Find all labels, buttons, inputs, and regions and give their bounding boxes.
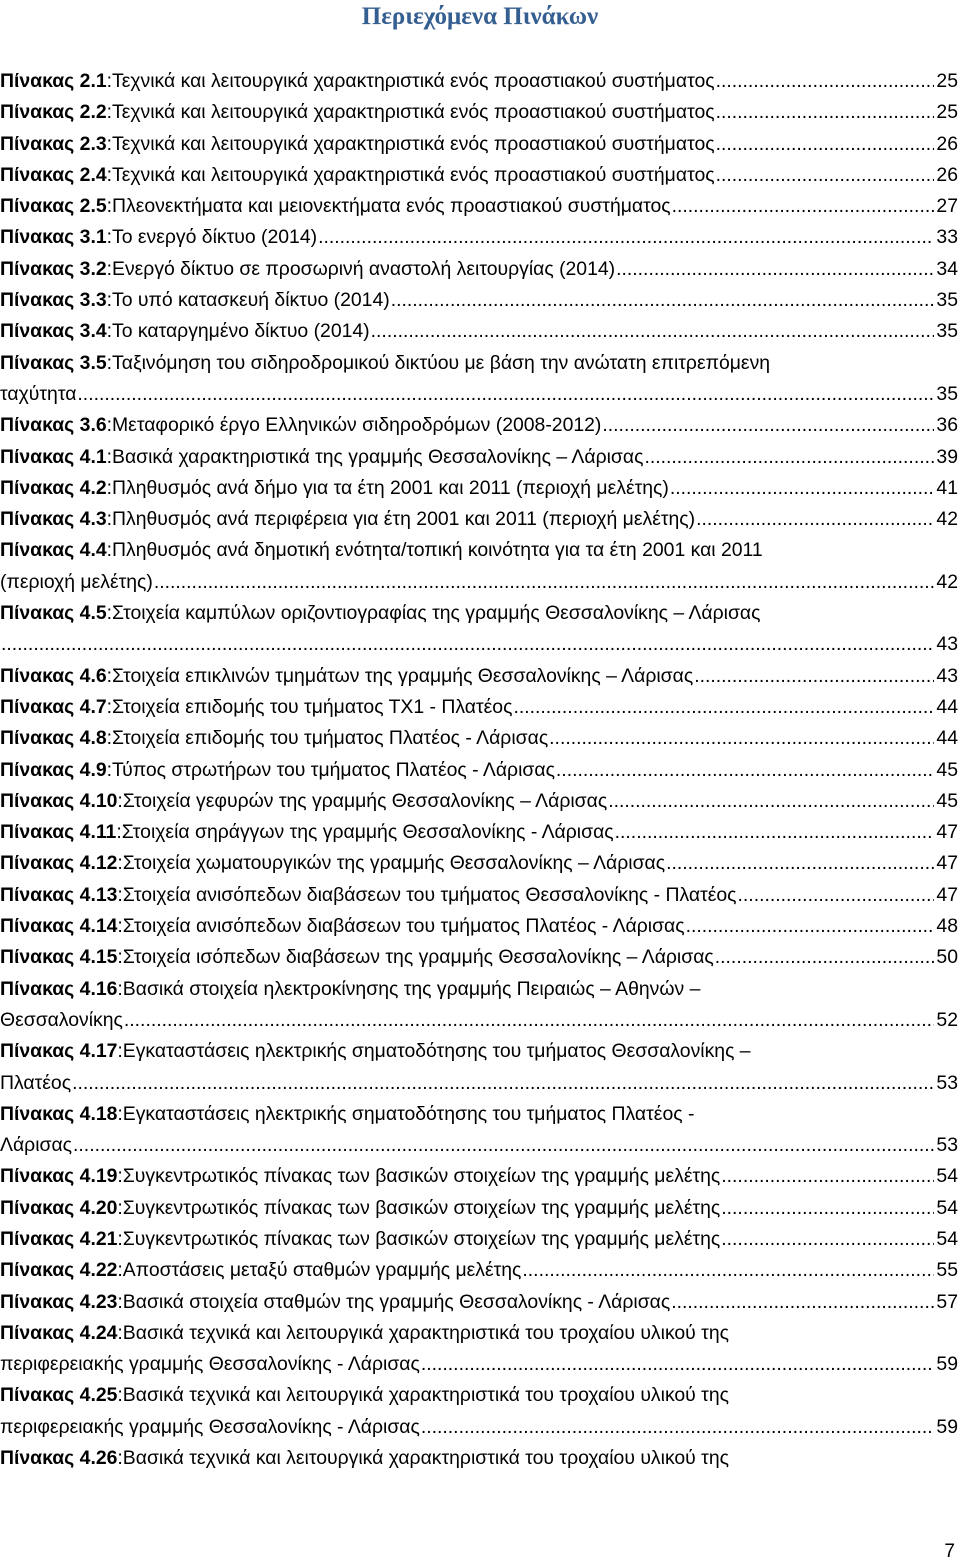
toc-entry-label: Πίνακας 4.26 (0, 1447, 118, 1470)
toc-entry-title: Τεχνικά και λειτουργικά χαρακτηριστικά ενός προαστιακού συστήματος (112, 132, 715, 155)
toc-entry-title: Συγκεντρωτικός πίνακας των βασικών στοιχείων της γραμμής μελέτης (122, 1227, 721, 1250)
toc-entry-page: 35 (936, 320, 958, 343)
toc-entry-separator: : (117, 915, 123, 938)
toc-entry-page: 35 (936, 382, 958, 405)
toc-entry-title: Πληθυσμός ανά δήμο για τα έτη 2001 και 2011 (περιοχή μελέτης) (112, 476, 669, 499)
dot-leader (154, 567, 935, 598)
dot-leader (696, 504, 934, 535)
toc-entry-title: Συγκεντρωτικός πίνακας των βασικών στοιχείων της γραμμής μελέτης (122, 1165, 721, 1188)
toc-entry-line (0, 160, 958, 191)
toc-entry-title: Στοιχεία σηράγγων της γραμμής Θεσσαλονίκης - Λάρισας (121, 821, 614, 844)
dot-leader (671, 1287, 934, 1318)
toc-entry-title: Στοιχεία γεφυρών της γραμμής Θεσσαλονίκης – Λάρισας (122, 789, 608, 812)
toc-entry-page: 39 (936, 445, 958, 468)
toc-entry-label: Πίνακας 4.10 (0, 789, 118, 812)
toc-entry-page: 27 (936, 195, 958, 218)
toc-entry-label: Πίνακας 4.23 (0, 1290, 118, 1313)
dot-leader (721, 1224, 934, 1255)
dot-leader (686, 911, 935, 942)
toc-entry-title: Τεχνικά και λειτουργικά χαρακτηριστικά ενός προαστιακού συστήματος (112, 101, 715, 124)
toc-entry-page: 45 (936, 758, 958, 781)
toc-entry-line (0, 1224, 958, 1255)
toc-entry-separator: : (117, 1165, 123, 1188)
toc-entry-title: Στοιχεία ανισόπεδων διαβάσεων του τμήματος Θεσσαλονίκης - Πλατέος (122, 883, 737, 906)
toc-entry-title: Τύπος στρωτήρων του τμήματος Πλατέος - Λάρισας (112, 758, 555, 781)
dot-leader (670, 473, 935, 504)
toc-entry-title: Βασικά χαρακτηριστικά της γραμμής Θεσσαλονίκης – Λάρισας (112, 445, 644, 468)
toc-entry[interactable] (0, 1318, 958, 1381)
toc-entry-separator: : (106, 414, 113, 437)
toc-entry-label: Πίνακας 4.6 (0, 664, 107, 687)
toc-entry-label: Πίνακας 3.6 (0, 414, 107, 437)
toc-entry-title: Στοιχεία ισόπεδων διαβάσεων της γραμμής Θεσσαλονίκης – Λάρισας (122, 946, 714, 969)
dot-leader (716, 97, 935, 128)
toc-entry-page: 50 (936, 946, 958, 969)
toc-entry-label: Πίνακας 4.22 (0, 1259, 118, 1282)
toc-entry-label: Πίνακας 4.14 (0, 915, 118, 938)
toc-entry-line (0, 567, 958, 598)
toc-entry-label: Πίνακας 4.4 (0, 539, 107, 562)
toc-entry[interactable] (0, 1255, 958, 1286)
toc-entry-label: Πίνακας 3.3 (0, 289, 107, 312)
toc-entry-line (0, 598, 958, 629)
toc-entry[interactable] (0, 348, 958, 411)
toc-entry-title: περιφερειακής γραμμής Θεσσαλονίκης - Λάρισας (0, 1415, 420, 1438)
toc-entry[interactable] (0, 786, 958, 817)
dot-leader (77, 379, 934, 410)
toc-entry[interactable] (0, 535, 958, 598)
toc-entry-separator: : (106, 132, 113, 155)
toc-entry-title: Μεταφορικό έργο Ελληνικών σιδηροδρόμων (2008-2012) (112, 414, 602, 437)
toc-entry-line (0, 692, 958, 723)
toc-entry-line (0, 942, 958, 973)
toc-entry-title: Στοιχεία ανισόπεδων διαβάσεων του τμήματος Πλατέος - Λάρισας (122, 915, 685, 938)
dot-leader (738, 880, 935, 911)
toc-entry-title: (περιοχή μελέτης) (0, 570, 153, 593)
toc-entry-separator: : (117, 946, 123, 969)
toc-entry-label: Πίνακας 3.1 (0, 226, 107, 249)
toc-entry-line (0, 1412, 958, 1443)
toc-entry-title: Θεσσαλονίκης (0, 1008, 123, 1031)
toc-entry-line (0, 974, 958, 1005)
dot-leader (513, 692, 934, 723)
toc-entry-separator: : (106, 539, 113, 562)
dot-leader (73, 1130, 934, 1161)
toc-entry-separator: : (117, 883, 123, 906)
dot-leader (371, 316, 935, 347)
toc-entry-title: περιφερειακής γραμμής Θεσσαλονίκης - Λάρισας (0, 1353, 420, 1376)
toc-entry-line (0, 504, 958, 535)
toc-entry[interactable] (0, 316, 958, 347)
toc-entry-line (0, 129, 958, 160)
toc-entry-line (0, 535, 958, 566)
dot-leader (556, 755, 935, 786)
toc-entry[interactable] (0, 97, 958, 128)
dot-leader (421, 1412, 935, 1443)
toc-entry-line (0, 1036, 958, 1067)
toc-entry-page: 25 (936, 101, 958, 124)
toc-entry-label: Πίνακας 4.25 (0, 1384, 118, 1407)
toc-entry-page: 41 (936, 476, 958, 499)
toc-entry-line (0, 1099, 958, 1130)
toc-entry-title: Βασικά τεχνικά και λειτουργικά χαρακτηριστικά του τροχαίου υλικού της (122, 1447, 729, 1470)
toc-entry-line (0, 254, 958, 285)
toc-entry-label: Πίνακας 4.5 (0, 602, 107, 625)
toc-entry-page: 57 (936, 1290, 958, 1313)
toc-entry-separator: : (106, 758, 113, 781)
toc-entry-line (0, 285, 958, 316)
toc-entry-line (0, 1005, 958, 1036)
toc-entry-line (0, 723, 958, 754)
page-number: 7 (944, 1541, 955, 1562)
toc-entry-label: Πίνακας 4.17 (0, 1040, 118, 1063)
toc-entry-page: 36 (936, 414, 958, 437)
toc-entry-page: 47 (936, 821, 958, 844)
toc-entry-label: Πίνακας 4.9 (0, 758, 107, 781)
toc-entry-label: Πίνακας 4.20 (0, 1196, 118, 1219)
toc-entry-label: Πίνακας 4.19 (0, 1165, 118, 1188)
dot-leader (124, 1005, 935, 1036)
toc-entry-page: 48 (936, 915, 958, 938)
toc-entry-page: 43 (936, 633, 958, 656)
toc-entry-line (0, 817, 958, 848)
dot-leader (721, 1193, 934, 1224)
toc-entry-title: Βασικά τεχνικά και λειτουργικά χαρακτηριστικά του τροχαίου υλικού της (122, 1321, 729, 1344)
toc-entry-page: 53 (936, 1071, 958, 1094)
toc-entry[interactable] (0, 129, 958, 160)
toc-entry-label: Πίνακας 3.4 (0, 320, 107, 343)
toc-entry-title: Στοιχεία επικλινών τμημάτων της γραμμής Θεσσαλονίκης – Λάρισας (112, 664, 694, 687)
toc-entry-title: Λάρισας (0, 1134, 73, 1157)
toc-entry-separator: : (106, 602, 113, 625)
toc-entry-line (0, 911, 958, 942)
toc-entry-line (0, 222, 958, 253)
toc-entry-separator: : (106, 70, 113, 92)
toc-entry-line (0, 473, 958, 504)
toc-entry-title: Το καταργημένο δίκτυο (2014) (112, 320, 370, 343)
toc-entry-label: Πίνακας 4.13 (0, 883, 118, 906)
toc-entry-label: Πίνακας 2.4 (0, 163, 107, 186)
toc-entry-separator: : (106, 101, 113, 124)
toc-entry-title: Βασικά στοιχεία σταθμών της γραμμής Θεσσαλονίκης - Λάρισας (122, 1290, 671, 1313)
dot-leader (644, 442, 934, 473)
dot-leader (602, 410, 934, 441)
toc-entry-line (0, 629, 958, 660)
toc-entry-label: Πίνακας 4.11 (0, 821, 117, 844)
toc-entry[interactable] (0, 1380, 958, 1443)
toc-entry[interactable] (0, 1099, 958, 1162)
toc-entry[interactable] (0, 254, 958, 285)
toc-entry-label: Πίνακας 4.15 (0, 946, 118, 969)
dot-leader (694, 661, 934, 692)
toc-entry[interactable] (0, 1287, 958, 1318)
toc-entry-separator: : (117, 1321, 123, 1344)
toc-entry[interactable] (0, 1443, 958, 1474)
dot-leader (608, 786, 934, 817)
toc-entry-separator: : (117, 789, 123, 812)
dot-leader (721, 1161, 934, 1192)
toc-entry-title: Στοιχεία χωματουργικών της γραμμής Θεσσαλονίκης – Λάρισας (122, 852, 666, 875)
toc-entry-separator: : (106, 320, 113, 343)
toc-entry[interactable] (0, 942, 958, 973)
toc-entry-page: 34 (936, 257, 958, 280)
toc-entry-page: 53 (936, 1134, 958, 1157)
toc-entry-separator: : (117, 1259, 123, 1282)
toc-entry-page: 26 (936, 132, 958, 155)
dot-leader (672, 191, 935, 222)
toc-entry-page: 52 (936, 1008, 958, 1031)
toc-entry-title: Στοιχεία καμπύλων οριζοντιογραφίας της γραμμής Θεσσαλονίκης – Λάρισας (112, 602, 761, 625)
toc-entry-separator: : (106, 727, 113, 750)
toc-entry-line (0, 1068, 958, 1099)
toc-entry-title: Τεχνικά και λειτουργικά χαρακτηριστικά ενός προαστιακού συστήματος (112, 70, 715, 92)
toc-entry-line (0, 348, 958, 379)
toc-entry-title: Το ενεργό δίκτυο (2014) (112, 226, 318, 249)
toc-entry-page: 54 (936, 1165, 958, 1188)
toc-entry[interactable] (0, 285, 958, 316)
toc-entry-title: Ταξινόμηση του σιδηροδρομικού δικτύου με βάση την ανώτατη επιτρεπόμενη (112, 351, 771, 374)
toc-entry-line (0, 410, 958, 441)
toc-entry-line (0, 661, 958, 692)
toc-entry-line (0, 442, 958, 473)
toc-entry-page: 54 (936, 1227, 958, 1250)
toc-entry-page: 35 (936, 289, 958, 312)
page-title: Περιεχόμενα Πινάκων (361, 3, 599, 30)
dot-leader (522, 1255, 934, 1286)
toc-entry[interactable] (0, 504, 958, 535)
toc-entry-line (0, 1318, 958, 1349)
dot-leader (1, 629, 934, 660)
toc-entry-label: Πίνακας 4.7 (0, 695, 107, 718)
toc-entry[interactable] (0, 755, 958, 786)
toc-entry-label: Πίνακας 4.2 (0, 476, 107, 499)
toc-entry-label: Πίνακας 2.2 (0, 101, 107, 124)
toc-entry-label: Πίνακας 4.21 (0, 1227, 118, 1250)
toc-entry-title: Πλεονεκτήματα και μειονεκτήματα ενός προαστιακού συστήματος (112, 195, 671, 218)
toc-entry-label: Πίνακας 4.8 (0, 727, 107, 750)
toc-entry-separator: : (106, 163, 113, 186)
toc-entry[interactable] (0, 817, 958, 848)
toc-entry-line (0, 66, 958, 97)
toc-entry-page: 44 (936, 695, 958, 718)
toc-entry[interactable] (0, 848, 958, 879)
toc-entry-separator: : (106, 351, 113, 374)
toc-entry-line (0, 1443, 958, 1474)
toc-entry-line (0, 1130, 958, 1161)
dot-leader (318, 222, 934, 253)
toc-entry-page: 44 (936, 727, 958, 750)
toc-entry-label: Πίνακας 2.1 (0, 70, 107, 92)
toc-entry[interactable] (0, 222, 958, 253)
toc-entry-label: Πίνακας 4.3 (0, 508, 107, 531)
toc-entry-page: 43 (936, 664, 958, 687)
toc-entry-page: 59 (936, 1353, 958, 1376)
dot-leader (421, 1349, 935, 1380)
toc-entry[interactable] (0, 1193, 958, 1224)
dot-leader (549, 723, 934, 754)
toc-entry-line (0, 755, 958, 786)
toc-entry-line (0, 191, 958, 222)
toc-entry[interactable] (0, 1161, 958, 1192)
toc-entry[interactable] (0, 974, 958, 1037)
toc-entry-separator: : (117, 852, 123, 875)
toc-entry-line (0, 848, 958, 879)
toc-entry-line (0, 1193, 958, 1224)
toc-entry-line (0, 1380, 958, 1411)
toc-entry-title: Τεχνικά και λειτουργικά χαρακτηριστικά ενός προαστιακού συστήματος (112, 163, 715, 186)
toc-entry-separator: : (106, 695, 113, 718)
toc-entry-label: Πίνακας 3.2 (0, 257, 107, 280)
toc-entry-separator: : (106, 508, 113, 531)
toc-entry-title: Εγκαταστάσεις ηλεκτρικής σηματοδότησης του τμήματος Πλατέος - (122, 1102, 695, 1125)
toc-entry-page: 45 (936, 789, 958, 812)
toc-entry[interactable] (0, 911, 958, 942)
toc-entry-line (0, 786, 958, 817)
toc-entry-separator: : (117, 1290, 123, 1313)
toc-entry-label: Πίνακας 4.18 (0, 1102, 118, 1125)
toc-entry-separator: : (106, 289, 113, 312)
toc-entry-separator: : (106, 445, 113, 468)
dot-leader (72, 1068, 934, 1099)
toc-entry-title: Το υπό κατασκευή δίκτυο (2014) (112, 289, 390, 312)
toc-entry-label: Πίνακας 3.5 (0, 351, 107, 374)
toc-entry-title: Πληθυσμός ανά περιφέρεια για έτη 2001 και 2011 (περιοχή μελέτης) (112, 508, 696, 531)
toc-entry-line (0, 1349, 958, 1380)
toc-entry-title: Εγκαταστάσεις ηλεκτρικής σηματοδότησης του τμήματος Θεσσαλονίκης – (122, 1040, 751, 1063)
dot-leader (716, 129, 935, 160)
toc-entry-page: 42 (936, 508, 958, 531)
toc-entry-separator: : (106, 257, 113, 280)
toc-entry[interactable] (0, 723, 958, 754)
toc-entry-separator: : (117, 1447, 123, 1470)
toc-entry-separator: : (106, 664, 113, 687)
dot-leader (716, 160, 935, 191)
toc-entry-line (0, 316, 958, 347)
toc-entry[interactable] (0, 66, 958, 97)
toc-entry-label: Πίνακας 4.24 (0, 1321, 118, 1344)
toc-entry-separator: : (117, 1227, 123, 1250)
toc-entry-page: 26 (936, 163, 958, 186)
toc-entry[interactable] (0, 880, 958, 911)
toc-entry-separator: : (117, 1040, 123, 1063)
toc-entry-title: ταχύτητα (0, 382, 77, 405)
toc-entry[interactable] (0, 598, 958, 661)
table-of-tables (0, 66, 958, 1474)
toc-entry-title: Βασικά τεχνικά και λειτουργικά χαρακτηριστικά του τροχαίου υλικού της (122, 1384, 729, 1407)
toc-entry-line (0, 1255, 958, 1286)
dot-leader (615, 817, 935, 848)
toc-entry-page: 25 (936, 70, 958, 92)
toc-entry-separator: : (117, 977, 123, 1000)
toc-entry-title: Ενεργό δίκτυο σε προσωρινή αναστολή λειτουργίας (2014) (112, 257, 616, 280)
dot-leader (391, 285, 935, 316)
toc-entry-line (0, 880, 958, 911)
toc-entry-page: 47 (936, 852, 958, 875)
toc-entry-separator: : (116, 821, 122, 844)
toc-entry-page: 33 (936, 226, 958, 249)
toc-entry[interactable] (0, 1036, 958, 1099)
dot-leader (666, 848, 934, 879)
toc-entry-separator: : (117, 1196, 123, 1219)
toc-entry-separator: : (106, 195, 113, 218)
toc-entry-title: Πληθυσμός ανά δημοτική ενότητα/τοπική κοινότητα για τα έτη 2001 και 2011 (112, 539, 763, 562)
toc-entry[interactable] (0, 661, 958, 692)
toc-entry-page: 55 (936, 1259, 958, 1282)
toc-entry-label: Πίνακας 2.5 (0, 195, 107, 218)
toc-entry-title: Βασικά στοιχεία ηλεκτροκίνησης της γραμμής Πειραιώς – Αθηνών – (122, 977, 701, 1000)
toc-entry-page: 59 (936, 1415, 958, 1438)
toc-entry-label: Πίνακας 4.16 (0, 977, 118, 1000)
toc-entry-page: 47 (936, 883, 958, 906)
toc-entry[interactable] (0, 410, 958, 441)
toc-entry-page: 54 (936, 1196, 958, 1219)
toc-entry[interactable] (0, 473, 958, 504)
toc-entry[interactable] (0, 692, 958, 723)
toc-entry-label: Πίνακας 4.12 (0, 852, 118, 875)
toc-entry-line (0, 1161, 958, 1192)
toc-entry-title: Συγκεντρωτικός πίνακας των βασικών στοιχείων της γραμμής μελέτης (122, 1196, 721, 1219)
toc-entry-label: Πίνακας 4.1 (0, 445, 107, 468)
toc-entry[interactable] (0, 1224, 958, 1255)
toc-entry-line (0, 379, 958, 410)
toc-entry-title: Στοιχεία επιδομής του τμήματος Πλατέος - Λάρισας (112, 727, 549, 750)
toc-entry-separator: : (117, 1384, 123, 1407)
toc-entry-separator: : (106, 226, 113, 249)
toc-entry-line (0, 1287, 958, 1318)
toc-entry-line (0, 97, 958, 128)
toc-entry[interactable] (0, 191, 958, 222)
toc-entry[interactable] (0, 442, 958, 473)
toc-entry-page: 42 (936, 570, 958, 593)
toc-entry-title: Αποστάσεις μεταξύ σταθμών γραμμής μελέτης (122, 1259, 522, 1282)
toc-entry[interactable] (0, 160, 958, 191)
dot-leader (716, 66, 935, 97)
toc-entry-title: Στοιχεία επιδομής του τμήματος ΤΧ1 - Πλατέος (112, 695, 513, 718)
dot-leader (616, 254, 934, 285)
toc-entry-label: Πίνακας 2.3 (0, 132, 107, 155)
toc-entry-title: Πλατέος (0, 1071, 72, 1094)
toc-entry-separator: : (106, 476, 113, 499)
dot-leader (715, 942, 935, 973)
toc-entry-separator: : (117, 1102, 123, 1125)
